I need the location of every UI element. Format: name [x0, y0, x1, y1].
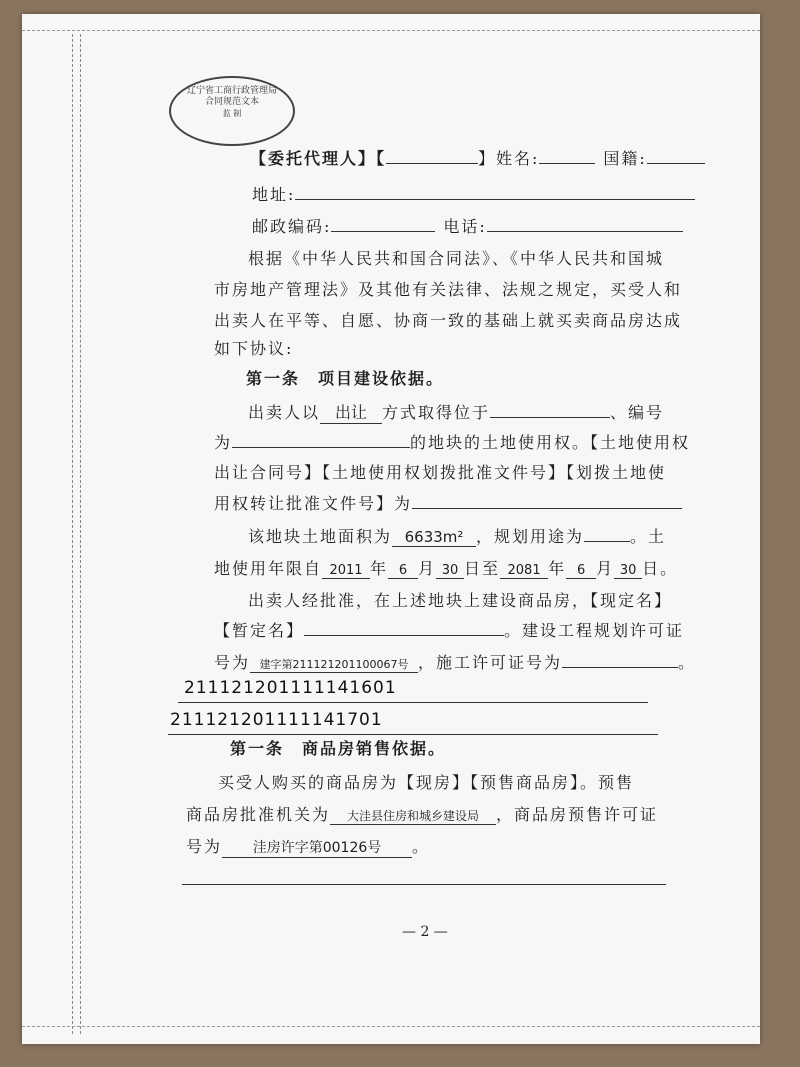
phone-blank [487, 215, 683, 232]
intro-line-3: 出卖人在平等、自愿、协商一致的基础上就买卖商品房达成 [214, 311, 683, 330]
name-label: 】姓名: [478, 149, 540, 168]
article-1-line-8 [214, 618, 684, 641]
method-filled: 出让 [320, 400, 382, 424]
address-blank [295, 183, 695, 200]
presale-permit-number: 洼房许字第00126号 [222, 837, 412, 858]
text: 日。 [642, 559, 679, 578]
intro-line-2: 市房地产管理法》及其他有关法律、法规之规定，买受人和 [214, 280, 683, 299]
text: 出卖人以 [248, 403, 321, 422]
permit-line-2 [168, 734, 658, 735]
text: 年 [370, 559, 389, 578]
text: ，规划用途为 [476, 527, 585, 546]
blank-line [182, 884, 666, 885]
text: 、编号 [610, 403, 665, 422]
phone-label: 电话: [443, 217, 487, 236]
article-1-title: 第一条 项目建设依据。 [246, 369, 445, 388]
end-year: 2081 [500, 563, 548, 579]
article-1-line-6 [214, 556, 678, 579]
text: 。 [412, 837, 431, 856]
text: ，商品房预售许可证 [496, 805, 659, 824]
agent-blank [386, 147, 478, 164]
construction-permit-blank [562, 651, 678, 668]
start-year: 2011 [322, 563, 370, 579]
approval-authority: 大洼县住房和城乡建设局 [330, 807, 496, 825]
construction-permit-1: 211121201111141601 [184, 678, 397, 698]
article-1-line-5 [248, 524, 666, 547]
nationality-blank [647, 147, 705, 164]
start-month: 6 [388, 563, 418, 579]
seal-line-2: 合同规范文本 [204, 97, 259, 107]
area-filled: 6633m² [392, 528, 476, 547]
text: 月 [596, 559, 615, 578]
use-blank [584, 525, 630, 542]
text: 。建设工程规划许可证 [504, 621, 685, 640]
doc-number-blank [412, 492, 682, 509]
article-1-line-2 [214, 430, 690, 453]
text: 方式取得位于 [382, 403, 491, 422]
text: 为 [214, 433, 233, 452]
text: 号为 [186, 837, 223, 856]
text: 号为 [214, 653, 251, 672]
address-line [252, 182, 695, 205]
location-blank [490, 401, 610, 418]
article-2-title: 第一条 商品房销售依据。 [230, 739, 447, 758]
article-1-line-1 [248, 400, 664, 424]
postcode-label: 邮政编码: [252, 217, 332, 236]
seal-line-1: 辽宁省工商行政管理局 [186, 86, 277, 96]
text: ，施工许可证号为 [418, 653, 563, 672]
text: 。 [678, 653, 697, 672]
article-2-line-1: 买受人购买的商品房为【现房】【预售商品房】。预售 [218, 773, 635, 792]
bottom-edge-line [22, 1026, 760, 1027]
start-day: 30 [436, 563, 464, 579]
postcode-line [252, 214, 683, 237]
intro-line-1: 根据《中华人民共和国合同法》、《中华人民共和国城 [248, 249, 665, 268]
agent-label: 【委托代理人】【 [250, 149, 387, 168]
text: 【暂定名】 [214, 621, 305, 640]
contract-page [22, 14, 760, 1044]
construction-permit-2: 211121201111141701 [170, 710, 383, 730]
article-1-line-4 [214, 491, 682, 514]
plan-permit-number: 建字第211121201100067号 [250, 656, 418, 673]
text: 日至 [464, 559, 501, 578]
article-1-line-3: 出让合同号】【土地使用权划拨批准文件号】【划拨土地使 [214, 463, 667, 482]
permit-line-1 [178, 702, 648, 703]
text: 该地块土地面积为 [248, 527, 393, 546]
official-seal [169, 76, 295, 146]
article-2-line-3 [186, 834, 430, 858]
agent-line [250, 146, 705, 169]
article-2-line-2 [186, 802, 658, 825]
intro-line-4: 如下协议: [214, 339, 294, 358]
name-blank [539, 147, 595, 164]
text: 的地块的土地使用权。【土地使用权 [410, 433, 691, 452]
article-1-line-7: 出卖人经批准，在上述地块上建设商品房，【现定名】 [248, 591, 673, 610]
left-margin-line [72, 34, 73, 1034]
text: 地使用年限自 [214, 559, 323, 578]
address-label: 地址: [252, 185, 296, 204]
number-blank [232, 431, 410, 448]
left-margin-line-2 [80, 34, 81, 1034]
seal-line-3: 监 制 [222, 109, 242, 118]
end-day: 30 [614, 563, 642, 579]
postcode-blank [331, 215, 435, 232]
end-month: 6 [566, 563, 596, 579]
top-edge-line [22, 30, 760, 31]
temp-name-blank [304, 619, 504, 636]
page-number: — 2 — [402, 924, 448, 940]
text: 商品房批准机关为 [186, 805, 331, 824]
article-1-line-9 [214, 650, 696, 673]
text: 用权转让批准文件号】为 [214, 494, 413, 513]
nationality-label: 国籍: [603, 149, 647, 168]
text: 。土 [630, 527, 667, 546]
text: 月 [418, 559, 437, 578]
text: 年 [548, 559, 567, 578]
